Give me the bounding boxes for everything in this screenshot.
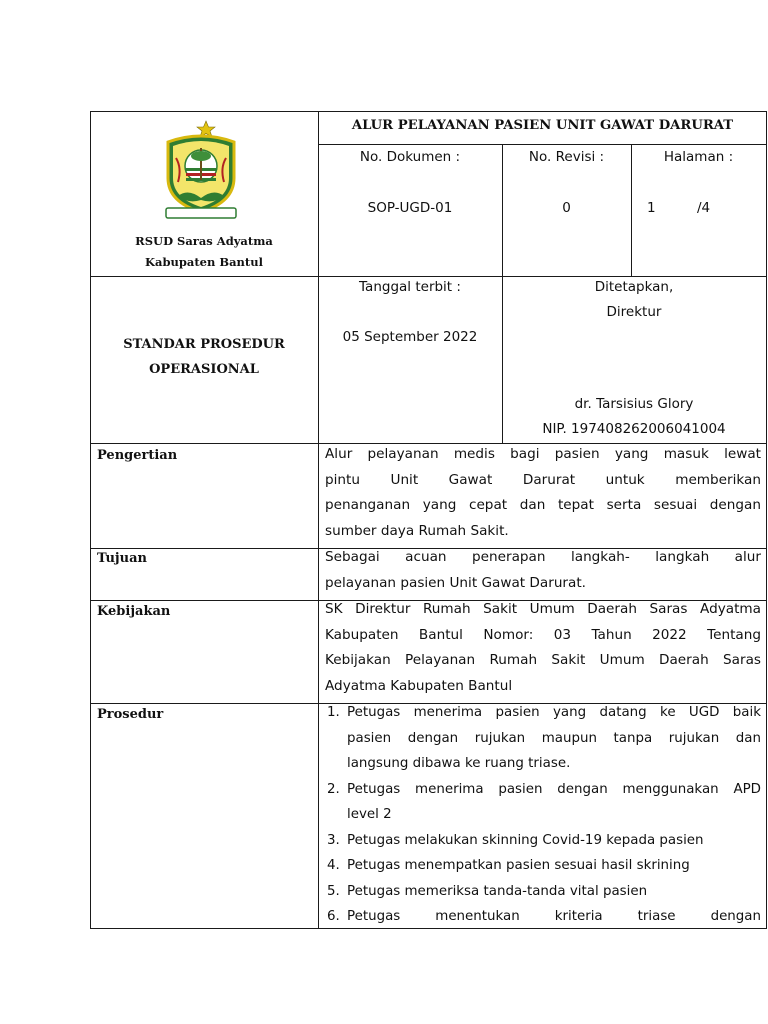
pengertian-text: Alur pelayanan medis bagi pasien yang masuk lewat pintu Unit Gawat Darurat untuk memberikan penanganan yang cepat dan tepat serta sesuai dengan sumber daya Rumah Sakit. [325, 446, 761, 539]
sop-title-line1: STANDAR PROSEDUR [123, 337, 285, 352]
list-item: 4. Petugas menempatkan pasien sesuai hasil skrining [327, 858, 690, 873]
halaman-total: /4 [697, 200, 711, 216]
institution-name: RSUD Saras Adyatma [135, 234, 273, 248]
tujuan-text: Sebagai acuan penerapan langkah- langkah alur pelayanan pasien Unit Gawat Darurat. [325, 549, 761, 591]
list-item: 1. Petugas menerima pasien yang datang ke UGD baik pasien dengan rujukan maupun tanpa rujukan dan langsung dibawa ke ruang triase. [327, 705, 761, 771]
no-dokumen-value: SOP-UGD-01 [367, 200, 453, 216]
no-revisi-label: No. Revisi : [528, 149, 605, 165]
regency-logo [158, 118, 244, 222]
no-dokumen-label: No. Dokumen : [359, 149, 461, 165]
list-item: 6. Petugas menentukan kriteria triase dengan [327, 909, 761, 924]
prosedur-list [325, 700, 761, 930]
tanggal-terbit-label: Tanggal terbit : [359, 279, 461, 295]
prosedur-label: Prosedur [97, 707, 164, 722]
tujuan-label: Tujuan [97, 551, 147, 566]
halaman-label: Halaman : [663, 149, 734, 165]
halaman-page: 1 [647, 200, 656, 216]
list-item: 5. Petugas memeriksa tanda-tanda vital pasien [327, 883, 648, 899]
list-item: 2. Petugas menerima pasien dengan menggunakan APD level 2 [327, 781, 761, 822]
sop-title-line2: OPERASIONAL [149, 362, 259, 377]
jabatan-text: Direktur [606, 304, 662, 320]
document-title: ALUR PELAYANAN PASIEN UNIT GAWAT DARURAT [351, 118, 734, 133]
signatory-nip: NIP. 197408262006041004 [542, 421, 726, 437]
kebijakan-label: Kebijakan [97, 604, 171, 619]
kebijakan-text: SK Direktur Rumah Sakit Umum Daerah Saras Adyatma Kabupaten Bantul Nomor: 03 Tahun 2022 Tentang Kebijakan Pelayanan Rumah Sakit Umum Daerah Saras Adyatma Kabupaten Bantul [325, 601, 761, 694]
signatory-name: dr. Tarsisius Glory [574, 396, 694, 412]
pengertian-label: Pengertian [97, 448, 178, 463]
ditetapkan-text: Ditetapkan, [594, 279, 674, 295]
institution-region: Kabupaten Bantul [145, 255, 263, 269]
tanggal-terbit-value: 05 September 2022 [342, 329, 478, 345]
list-item: 3. Petugas melakukan skinning Covid-19 kepada pasien [327, 832, 704, 848]
no-revisi-value: 0 [562, 200, 571, 216]
